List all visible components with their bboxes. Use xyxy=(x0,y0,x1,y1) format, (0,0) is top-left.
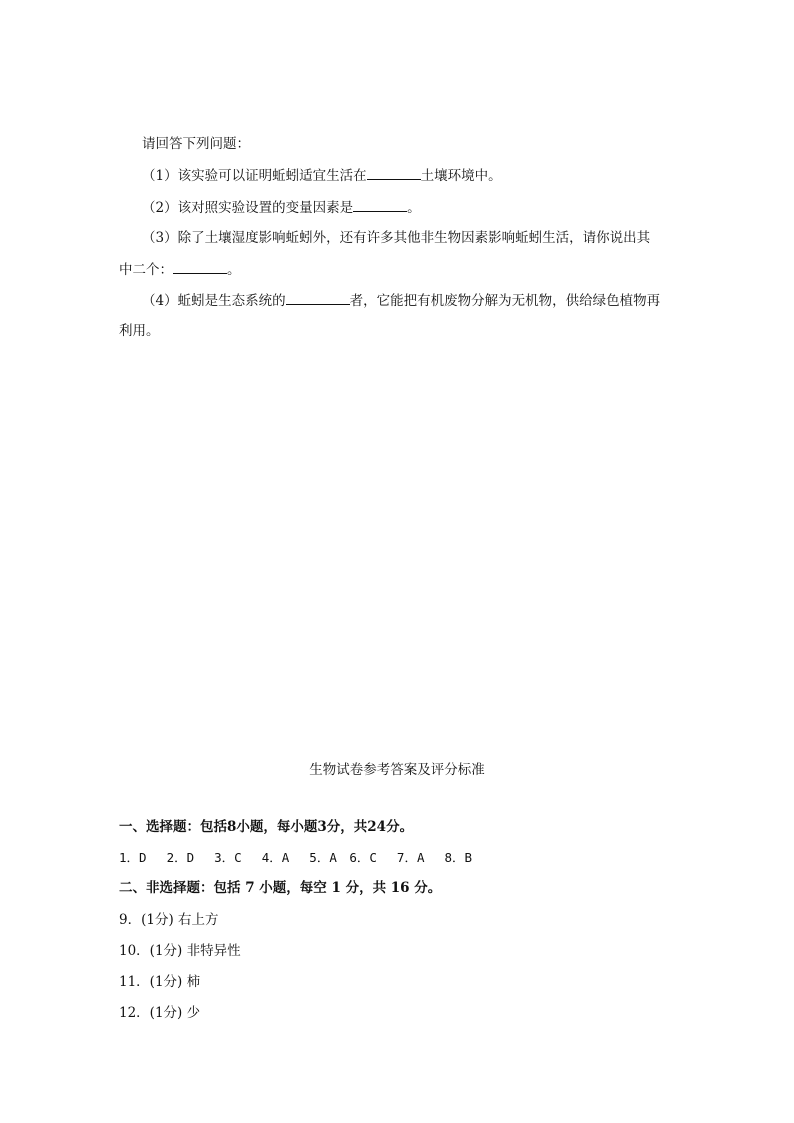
question-2-suffix: 。 xyxy=(407,200,421,216)
section-1-title: 一、选择题：包括8小题，每小题3分，共24分。 xyxy=(119,819,414,835)
question-4-suffix: 者，它能把有机废物分解为无机物，供给绿色植物再 xyxy=(349,293,661,309)
question-2 xyxy=(142,197,421,218)
question-3-line-2 xyxy=(119,259,241,280)
question-3-line-1: （3）除了土壤湿度影响蚯蚓外，还有许多其他非生物因素影响蚯蚓生活，请你说出其 xyxy=(142,230,651,246)
question-1-text: （1）该实验可以证明蚯蚓适宜生活在 xyxy=(142,168,367,184)
answer-item-12: 12．(1分) 少 xyxy=(119,1005,201,1021)
answer-blank-4[interactable] xyxy=(286,290,350,305)
answer-item-11: 11．(1分) 柿 xyxy=(119,974,201,990)
question-4-text: （4）蚯蚓是生态系统的 xyxy=(142,293,286,309)
answer-blank-1[interactable] xyxy=(367,165,421,180)
section-1-answers: 1．D 2．D 3．C 4．A 5．A 6．C 7．A 8．B xyxy=(119,850,473,865)
intro-text: 请回答下列问题： xyxy=(142,136,250,152)
question-4-line-2: 利用。 xyxy=(119,323,160,339)
answers-title: 生物试卷参考答案及评分标准 xyxy=(309,762,485,778)
answer-item-10: 10．(1分) 非特异性 xyxy=(119,943,241,959)
question-4-line-1 xyxy=(142,290,660,311)
question-2-text: （2）该对照实验设置的变量因素是 xyxy=(142,200,354,216)
answer-blank-2[interactable] xyxy=(353,197,407,212)
section-2-title: 二、非选择题：包括 7 小题，每空 1 分，共 16 分。 xyxy=(119,880,442,896)
question-3-suffix: 。 xyxy=(227,262,241,278)
answer-blank-3[interactable] xyxy=(173,259,227,274)
answer-item-9: 9．(1分) 右上方 xyxy=(119,912,219,928)
question-1 xyxy=(142,165,502,186)
question-1-suffix: 土壤环境中。 xyxy=(420,168,502,184)
question-3-text: 中二个： xyxy=(119,262,173,278)
